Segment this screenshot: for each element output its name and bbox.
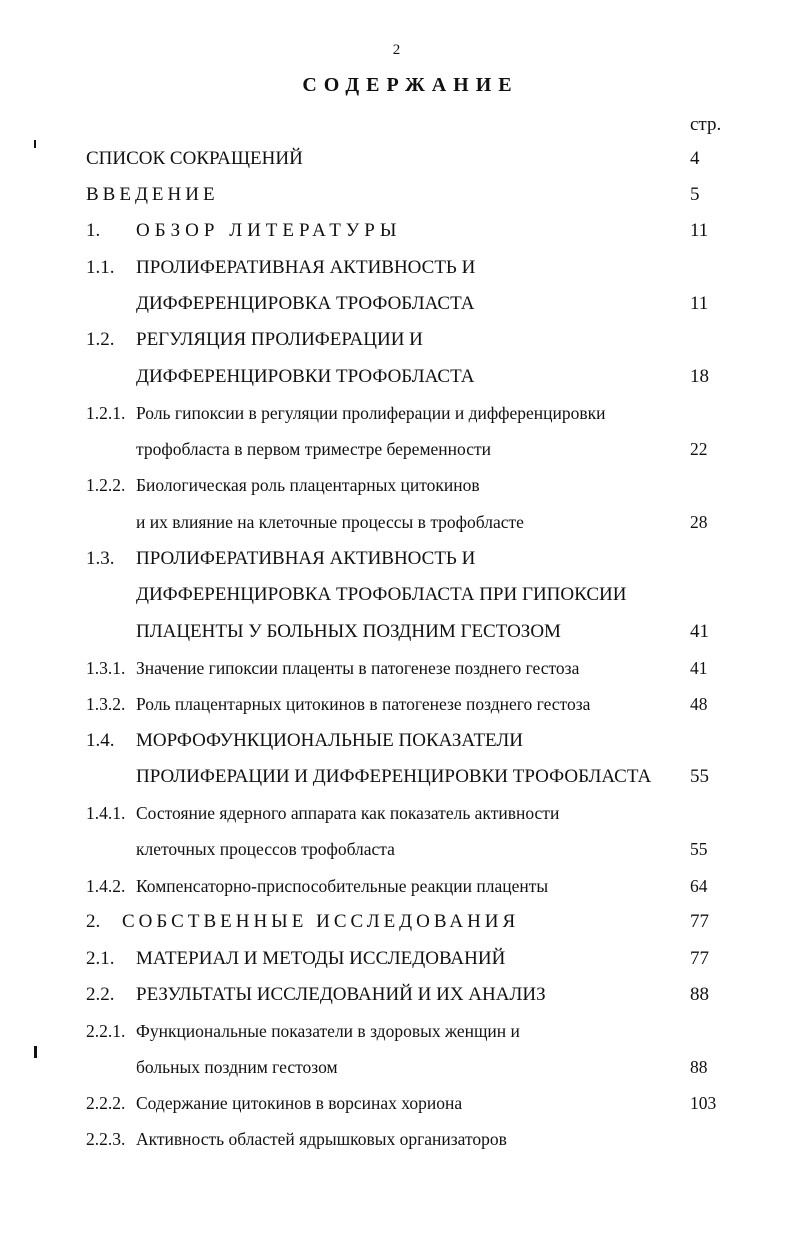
toc-line (86, 1021, 726, 1057)
toc-line (86, 621, 726, 657)
toc-line (86, 403, 726, 439)
toc-entry-text: Активность областей ядрышковых организаторов (136, 1129, 507, 1149)
toc-entry-text: МОРФОФУНКЦИОНАЛЬНЫЕ ПОКАЗАТЕЛИ (136, 730, 524, 751)
toc-line (86, 148, 726, 184)
toc-entry-text: ВВЕДЕНИЕ (86, 184, 219, 205)
toc-entry-text: ПЛАЦЕНТЫ У БОЛЬНЫХ ПОЗДНИМ ГЕСТОЗОМ (136, 621, 561, 642)
toc-line (86, 1057, 726, 1093)
toc-entry-text: Биологическая роль плацентарных цитокинов (136, 475, 480, 495)
toc-page-number: 55 (690, 839, 708, 859)
toc-page-number: 55 (690, 766, 709, 787)
toc-page-number: 77 (690, 948, 709, 969)
toc-line (86, 766, 726, 802)
toc-entry-number: 1.2.1. (86, 403, 126, 423)
toc-page-number: 48 (690, 694, 708, 714)
toc-entry-number: 2.2.1. (86, 1021, 126, 1041)
toc-entry-text: СОБСТВЕННЫЕ ИССЛЕДОВАНИЯ (122, 911, 520, 932)
toc-entry-number: 1.1. (86, 257, 115, 278)
toc-page-number: 88 (690, 1057, 708, 1077)
toc-line (86, 803, 726, 839)
toc-page-number: 22 (690, 439, 708, 459)
toc-line (86, 1129, 726, 1165)
toc-entry-number: 1.4.2. (86, 876, 126, 896)
toc-line (86, 512, 726, 548)
toc-page-number: 5 (690, 184, 700, 205)
toc-page-number: 11 (690, 293, 709, 314)
toc-line (86, 329, 726, 365)
toc-entry-text: Значение гипоксии плаценты в патогенезе позднего гестоза (136, 658, 580, 678)
toc-entry-text: РЕЗУЛЬТАТЫ ИССЛЕДОВАНИЙ И ИХ АНАЛИЗ (136, 984, 546, 1005)
toc-page-number: 28 (690, 512, 708, 532)
toc-entry-number: 2.1. (86, 948, 115, 969)
toc-entry-text: Функциональные показатели в здоровых женщин и (136, 1021, 520, 1041)
toc-entry-text: Компенсаторно-приспособительные реакции плаценты (136, 876, 549, 896)
toc-entry-text: ДИФФЕРЕНЦИРОВКА ТРОФОБЛАСТА (136, 293, 475, 314)
toc-page-number: 41 (690, 658, 708, 678)
toc-line (86, 475, 726, 511)
toc-entry-number: 1.3.1. (86, 658, 126, 678)
toc-entry-text: Содержание цитокинов в ворсинах хориона (136, 1093, 463, 1113)
toc-line (86, 439, 726, 475)
toc-title: СОДЕРЖАНИЕ (302, 74, 519, 96)
toc-entry-number: 1.3. (86, 548, 115, 569)
toc-line (86, 366, 726, 402)
toc-entry-text: ОБЗОР ЛИТЕРАТУРЫ (136, 220, 402, 241)
toc-line (86, 984, 726, 1020)
toc-entry-text: Роль плацентарных цитокинов в патогенезе позднего гестоза (136, 694, 591, 714)
toc-line (86, 1093, 726, 1129)
page-column-header: стр. (690, 114, 722, 135)
toc-entry-number: 2.2.3. (86, 1129, 126, 1149)
scan-mark (34, 1046, 37, 1058)
toc-line (86, 257, 726, 293)
toc-entry-number: 1.2.2. (86, 475, 126, 495)
toc-line (86, 220, 726, 256)
toc-entry-text: больных поздним гестозом (136, 1057, 338, 1077)
toc-entry-text: СПИСОК СОКРАЩЕНИЙ (86, 148, 303, 169)
toc-entry-text: МАТЕРИАЛ И МЕТОДЫ ИССЛЕДОВАНИЙ (136, 948, 506, 969)
toc-page-number: 77 (690, 911, 709, 932)
toc-entry-number: 1. (86, 220, 101, 241)
toc-entry-text: Состояние ядерного аппарата как показатель активности (136, 803, 560, 823)
page-number: 2 (392, 42, 401, 58)
toc-entry-text: ДИФФЕРЕНЦИРОВКИ ТРОФОБЛАСТА (136, 366, 475, 387)
toc-entry-text: РЕГУЛЯЦИЯ ПРОЛИФЕРАЦИИ И (136, 329, 423, 350)
toc-entry-text: трофобласта в первом триместре беременности (136, 439, 491, 459)
toc-page-number: 18 (690, 366, 709, 387)
toc-line (86, 658, 726, 694)
toc-page-number: 64 (690, 876, 708, 896)
toc-entry-number: 1.4. (86, 730, 115, 751)
toc-line (86, 293, 726, 329)
toc-entry-text: ПРОЛИФЕРАТИВНАЯ АКТИВНОСТЬ И (136, 257, 476, 278)
toc-line (86, 584, 726, 620)
toc-line (86, 184, 726, 220)
scan-mark (34, 140, 36, 148)
toc-page-number: 103 (690, 1093, 717, 1113)
toc-entry-number: 1.2. (86, 329, 115, 350)
toc-entry-number: 2.2.2. (86, 1093, 126, 1113)
toc-entry-text: и их влияние на клеточные процессы в трофобласте (136, 512, 524, 532)
toc-page-number: 4 (690, 148, 700, 169)
toc-entry-text: ДИФФЕРЕНЦИРОВКА ТРОФОБЛАСТА ПРИ ГИПОКСИИ (136, 584, 627, 605)
toc-entry-text: Роль гипоксии в регуляции пролиферации и дифференцировки (136, 403, 606, 423)
toc-line (86, 948, 726, 984)
toc-entry-text: клеточных процессов трофобласта (136, 839, 395, 859)
toc-line (86, 694, 726, 730)
toc-line (86, 548, 726, 584)
toc-entry-number: 1.3.2. (86, 694, 126, 714)
toc-entry-text: ПРОЛИФЕРАЦИИ И ДИФФЕРЕНЦИРОВКИ ТРОФОБЛАСТА (136, 766, 652, 787)
toc-entry-number: 1.4.1. (86, 803, 126, 823)
toc-page-number: 88 (690, 984, 709, 1005)
toc-page-number: 11 (690, 220, 709, 241)
toc-line (86, 839, 726, 875)
toc-line (86, 911, 726, 947)
toc-page-number: 41 (690, 621, 709, 642)
toc-entry-number: 2. (86, 911, 101, 932)
toc-line (86, 730, 726, 766)
toc-entry-number: 2.2. (86, 984, 115, 1005)
toc-line (86, 876, 726, 912)
toc-entry-text: ПРОЛИФЕРАТИВНАЯ АКТИВНОСТЬ И (136, 548, 476, 569)
